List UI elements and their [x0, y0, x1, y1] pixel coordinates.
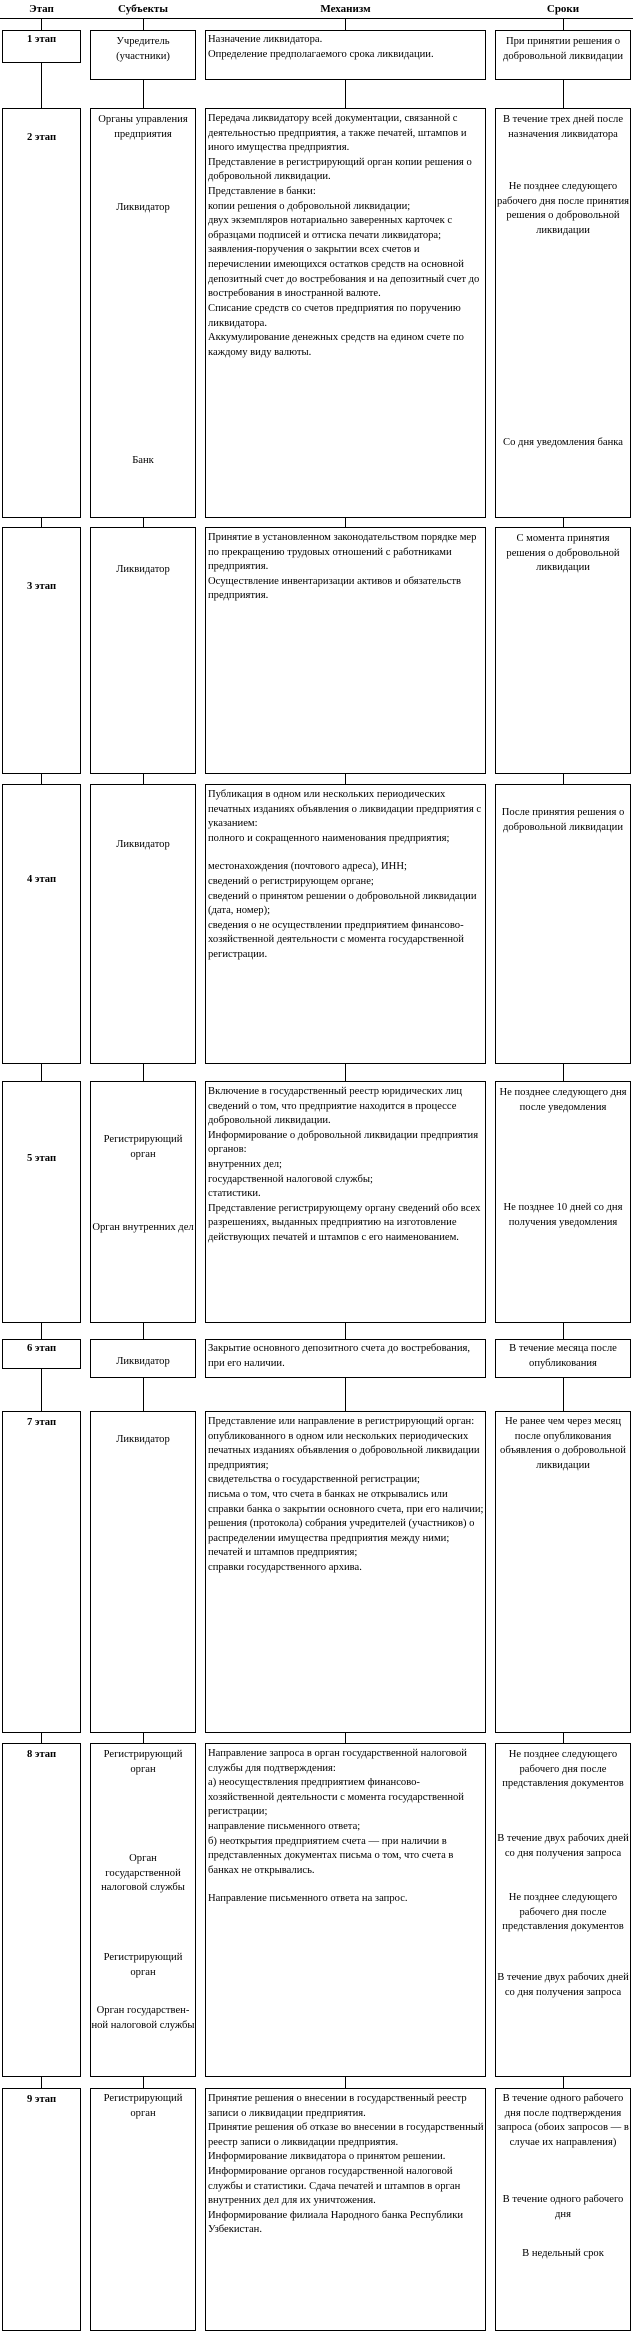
stage-2-label: 2 этап: [26, 132, 57, 143]
stage-4-label: 4 этап: [26, 874, 57, 885]
mechanism-line: Информирование филиала Народного банка Республики Узбекистан.: [208, 2209, 464, 2236]
mechanism-line: Информирование о добровольной ликвидации предприятия органов:: [208, 1129, 479, 1156]
stage-2-mechanism: [208, 112, 484, 360]
header-terms: Сроки: [546, 3, 580, 15]
stage-1-subject: Учредитель (участники): [116, 36, 170, 62]
header-stage: Этап: [29, 3, 54, 15]
mechanism-line: Списание средств со счетов предприятия по поручению ликвидатора.: [208, 302, 461, 329]
stage-6-subject: Ликвидатор: [116, 1356, 170, 1367]
mechanism-line: двух экземпляров нотариально заверенных карточек с образцами подписей и оттиска печати ликвидатора;: [208, 215, 453, 241]
mechanism-line: полного и сокращенного наименования предприятия;: [208, 832, 450, 844]
mechanism-line: Назначение ликвидатора.: [208, 34, 323, 45]
stage-2-term-1: В течение трех дней после назначения ликвидатора: [502, 114, 624, 140]
mechanism-line: Принятие в установленном законодательством порядке мер по прекращению трудовых отношений с работниками предприятия.: [208, 532, 477, 573]
stage-9-term-3: В недельный срок: [522, 2248, 604, 2259]
stage-5-subjects-box: [90, 1081, 196, 1323]
mechanism-line: Представление в регистрирующий орган копии решения о добровольной ликвидации.: [208, 156, 472, 183]
stage-4-mechanism: [208, 788, 484, 963]
mechanism-line: Направление запроса в орган государственной налоговой службы для подтверждения:: [208, 1748, 467, 1774]
stage-9-term-1: В течение одного рабочего дня после подтверждения запроса (обоих запросов — в случае их направления): [497, 2093, 629, 2148]
stage-8-box: [2, 1743, 81, 2077]
stage-5-mechanism: [208, 1085, 484, 1246]
stage-3-label: 3 этап: [26, 581, 57, 592]
stage-8-term-3: Не позднее следующего рабочего дня после представления документов: [502, 1892, 624, 1933]
mechanism-line: местонахождения (почтового адреса), ИНН;: [208, 861, 407, 873]
header-subjects: Субъекты: [118, 3, 168, 15]
mechanism-line: Направление письменного ответа на запрос.: [208, 1893, 408, 1905]
stage-8-term-1: Не позднее следующего рабочего дня после представления документов: [502, 1749, 624, 1790]
mechanism-line: Представление регистрирующему органу сведений обо всех разрешениях, выданных предприятию на изготовление действующих печатей и штампов с его наименованием.: [208, 1202, 481, 1244]
stage-6-label: 6 этап: [26, 1343, 57, 1354]
stage-5-subject-2: Орган внутренних дел: [92, 1222, 194, 1233]
stage-6-terms: В течение месяца после опубликования: [509, 1343, 617, 1369]
stage-5-box: [2, 1081, 81, 1323]
stage-3-subject: Ликвидатор: [116, 564, 170, 575]
stage-4-box: [2, 784, 81, 1064]
mechanism-line: Включение в государственный реестр юридических лиц сведений о том, что предприятие находится в процессе добровольной ликвидации.: [208, 1086, 463, 1127]
stage-2-subject-2: Ликвидатор: [116, 202, 170, 213]
stage-4-subject: Ликвидатор: [116, 839, 170, 850]
stage-5-term-1: Не позднее следующего дня после уведомления: [499, 1087, 627, 1113]
mechanism-line: б) неоткрытия предприятием счета — при наличии в представленных документах письма о том, что счета в банках не открывались.: [208, 1835, 454, 1876]
mechanism-line: Аккумулирование денежных средств на едином счете по каждому виду валюты.: [208, 332, 464, 358]
mechanism-line: Осуществление инвентаризации активов и обязательств предприятия.: [208, 575, 462, 602]
stage-5-term-2: Не позднее 10 дней со дня получения уведомления: [503, 1202, 623, 1228]
stage-7-label: 7 этап: [26, 1417, 57, 1428]
mechanism-line: сведений о регистрирующем органе;: [208, 876, 374, 888]
mechanism-line: внутренних дел;: [208, 1159, 283, 1171]
stage-9-box: [2, 2088, 81, 2331]
stage-8-subject-2: Орган государственной налоговой службы: [101, 1853, 185, 1894]
mechanism-line: сведений о принятом решении о добровольной ликвидации (дата, номер);: [208, 890, 477, 917]
stage-4-subjects-box: [90, 784, 196, 1064]
mechanism-line: свидетельства о государственной регистрации;: [208, 1474, 420, 1486]
mechanism-line: печатей и штампов предприятия;: [208, 1547, 358, 1559]
stage-9-subject: Регистрирующий орган: [103, 2093, 183, 2119]
mechanism-line: копии решения о добровольной ликвидации;: [208, 200, 411, 212]
stage-2-term-3: Со дня уведомления банка: [503, 437, 623, 448]
mechanism-line: письма о том, что счета в банках не открывались или справки банка о закрытии основного счета, при его наличии;: [208, 1489, 484, 1515]
stage-7-mechanism: [208, 1415, 484, 1576]
stage-9-label: 9 этап: [26, 2094, 57, 2105]
mechanism-line: Информирование органов государственной налоговой службы и статистики. Сдача печатей и штампов в орган внутренних дел для их уничтожения.: [208, 2166, 461, 2207]
stage-7-subject: Ликвидатор: [116, 1434, 170, 1445]
mechanism-line: опубликованного в одном или нескольких периодических печатных изданиях объявления о добровольной ликвидации предприятия;: [208, 1430, 480, 1471]
stage-3-mechanism: [208, 531, 484, 604]
mechanism-line: Публикация в одном или нескольких периодических печатных изданиях объявления о ликвидации предприятия с указанием:: [208, 789, 482, 830]
stage-8-subject-3: Регистрирующий орган: [103, 1952, 183, 1978]
stage-5-label: 5 этап: [26, 1153, 57, 1164]
stage-7-box: [2, 1411, 81, 1733]
mechanism-line: Информирование ликвидатора о принятом решении.: [208, 2151, 446, 2163]
mechanism-line: Представление или направление в регистрирующий орган:: [208, 1416, 475, 1427]
stage-8-mechanism: [208, 1747, 484, 1907]
stage-5-subject-1: Регистрирующий орган: [103, 1134, 183, 1160]
header-divider: [0, 18, 633, 19]
mechanism-line: а) неосуществления предприятием финансово-хозяйственной деятельности с момента государственной регистрации;: [208, 1777, 464, 1818]
stage-9-term-2: В течение одного рабочего дня: [502, 2194, 624, 2220]
stage-2-subject-3: Банк: [132, 455, 154, 466]
mechanism-line: Принятие решения об отказе во внесении в государственный реестр записи о ликвидации предприятия.: [208, 2122, 484, 2148]
stage-8-term-4: В течение двух рабочих дней со дня получения запроса: [497, 1972, 629, 1998]
mechanism-line: заявления-поручения о закрытии всех счетов и перечислении имеющихся остатков средств на основной депозитный счет до востребования и на депозитный счет до востребования в иностранной валюте.: [208, 244, 480, 300]
mechanism-line: решения (протокола) собрания учредителей (участников) о распределении имущества предприятия между ними;: [208, 1518, 475, 1544]
mechanism-line: Представление в банки:: [208, 186, 316, 198]
stage-2-subject-1: Органы управления предприятия: [98, 114, 188, 140]
stage-1-mechanism: [208, 33, 484, 62]
mechanism-line: справки государственного архива.: [208, 1562, 362, 1574]
stage-1-label: 1 этап: [26, 34, 57, 45]
mechanism-spacer: [208, 1878, 484, 1892]
mechanism-line: государственной налоговой службы;: [208, 1173, 373, 1185]
mechanism-line: Принятие решения о внесении в государственный реестр записи о ликвидации предприятия.: [208, 2093, 467, 2119]
stage-1-terms: При принятии решения о добровольной ликвидации: [502, 36, 624, 62]
mechanism-line: Определение предполагаемого срока ликвидации.: [208, 48, 434, 60]
stage-8-subject-4: Орган государствен-ной налоговой службы: [91, 2005, 195, 2031]
stage-4-terms: После принятия решения о добровольной ликвидации: [501, 807, 625, 833]
stage-3-box: [2, 527, 81, 774]
stage-8-label: 8 этап: [26, 1749, 57, 1760]
header-mechanism: Механизм: [320, 3, 371, 15]
stage-2-box: [2, 108, 81, 518]
stage-2-term-2: Не позднее следующего рабочего дня после принятия решения о добровольной ликвидации: [497, 181, 629, 236]
stage-8-subject-1: Регистрирующий орган: [103, 1749, 183, 1775]
stage-8-term-2: В течение двух рабочих дней со дня получения запроса: [497, 1833, 629, 1859]
stage-9-mechanism: [208, 2092, 484, 2238]
mechanism-spacer: [208, 846, 484, 860]
mechanism-line: направление письменного ответа;: [208, 1821, 361, 1833]
stage-9-subjects-box: [90, 2088, 196, 2331]
mechanism-line: Закрытие основного депозитного счета до востребования, при его наличии.: [208, 1343, 471, 1369]
stage-7-subjects-box: [90, 1411, 196, 1733]
mechanism-line: Передача ликвидатору всей документации, связанной с деятельностью предприятия, а также печатей, штампов и иного имущества предприятия.: [208, 113, 467, 154]
stage-3-terms: С момента принятия решения о добровольной ликвидации: [506, 533, 620, 574]
mechanism-line: статистики.: [208, 1188, 261, 1200]
stage-2-terms-box: [495, 108, 631, 518]
mechanism-line: сведения о не осуществлении предприятием финансово-хозяйственной деятельности с момента государственной регистрации.: [208, 919, 464, 961]
stage-6-mechanism: [208, 1342, 484, 1371]
stage-7-terms: Не ранее чем через месяц после опубликования объявления о добровольной ликвидации: [500, 1416, 626, 1471]
